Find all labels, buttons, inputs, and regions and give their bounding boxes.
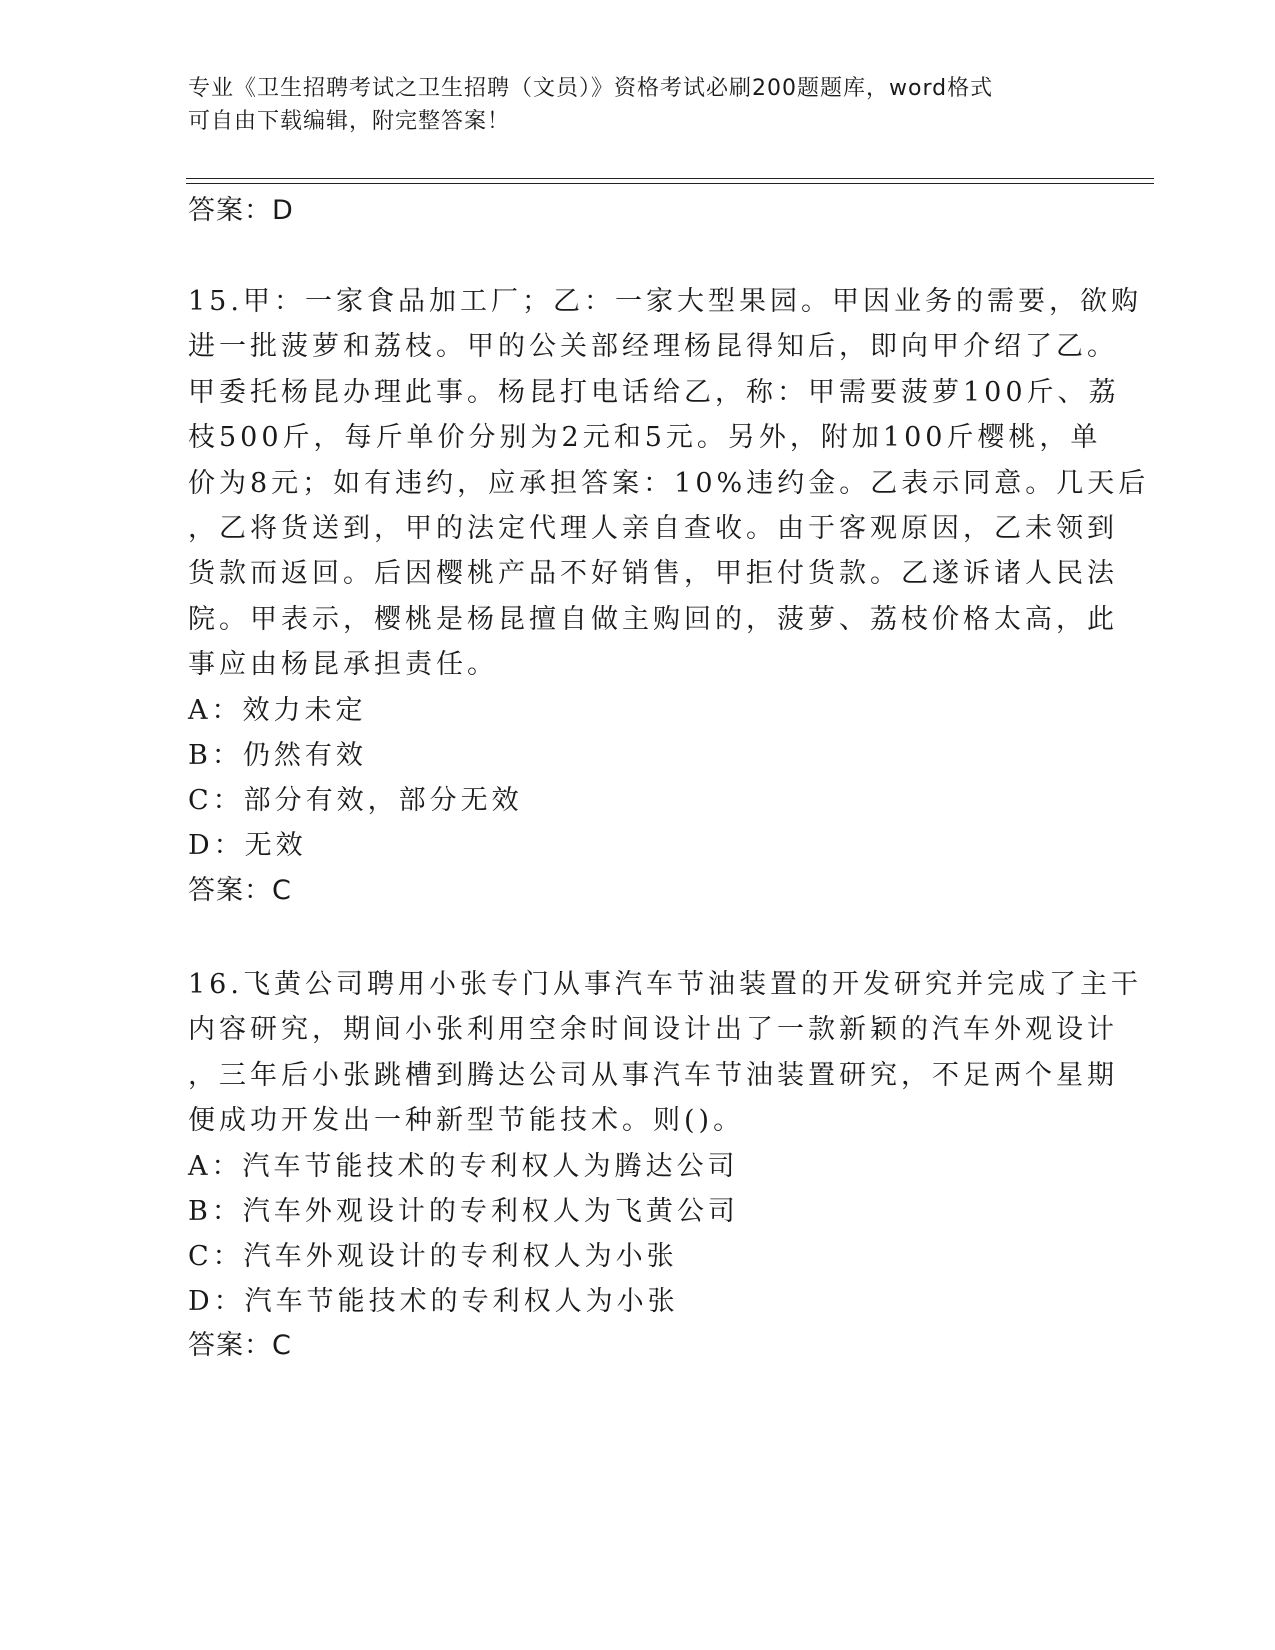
header-line-1: 专业《卫生招聘考试之卫生招聘（文员）》资格考试必刷200题题库，word格式 [188,76,994,101]
document-header [188,72,1068,138]
stem-line: ，三年后小张跳槽到腾达公司从事汽车节油装置研究，不足两个星期 [188,1059,1118,1091]
option-d: D：汽车节能技术的专利权人为小张 [188,1285,679,1317]
stem-line: 进一批菠萝和荔枝。甲的公关部经理杨昆得知后，即向甲介绍了乙。 [188,331,1118,363]
stem-line: 甲委托杨昆办理此事。杨昆打电话给乙，称：甲需要菠萝100斤、荔 [188,376,1120,408]
header-divider-top [186,178,1154,179]
question-15-answer: 答案：C [188,875,292,906]
stem-line: 枝500斤，每斤单价分别为2元和5元。另外，附加100斤樱桃，单 [188,422,1102,454]
stem-line: 货款而返回。后因樱桃产品不好销售，甲拒付货款。乙遂诉诸人民法 [188,558,1118,590]
stem-line: ，乙将货送到，甲的法定代理人亲自查收。由于客观原因，乙未领到 [188,513,1118,545]
stem-line: 院。甲表示，樱桃是杨昆擅自做主购回的，菠萝、荔枝价格太高，此 [188,603,1118,635]
stem-line: 事应由杨昆承担责任。 [188,649,498,681]
question-16 [188,962,1142,1324]
stem-line: 内容研究，期间小张利用空余时间设计出了一款新颖的汽车外观设计 [188,1014,1118,1046]
option-a: A：效力未定 [188,694,367,726]
question-16-answer: 答案：C [188,1330,292,1361]
question-15 [188,279,1150,868]
stem-line: 便成功开发出一种新型节能技术。则()。 [188,1105,745,1137]
header-divider-bottom [186,183,1154,184]
option-c: C：汽车外观设计的专利权人为小张 [188,1240,678,1272]
question-stem [188,279,1150,688]
option-d: D：无效 [188,829,307,861]
question-stem [188,962,1142,1144]
option-b: B：仍然有效 [188,739,367,771]
header-line-2: 可自由下载编辑，附完整答案！ [188,109,511,134]
stem-line: 16.飞黄公司聘用小张专门从事汽车节油装置的开发研究并完成了主干 [188,969,1142,1000]
previous-question-answer: 答案：D [188,195,294,226]
stem-line: 15.甲：一家食品加工厂；乙：一家大型果园。甲因业务的需要，欲购 [188,286,1142,317]
stem-line: 价为8元；如有违约，应承担答案：10%违约金。乙表示同意。几天后 [188,467,1150,499]
option-b: B：汽车外观设计的专利权人为飞黄公司 [188,1195,739,1227]
option-a: A：汽车节能技术的专利权人为腾达公司 [188,1150,739,1182]
option-c: C：部分有效，部分无效 [188,784,523,816]
